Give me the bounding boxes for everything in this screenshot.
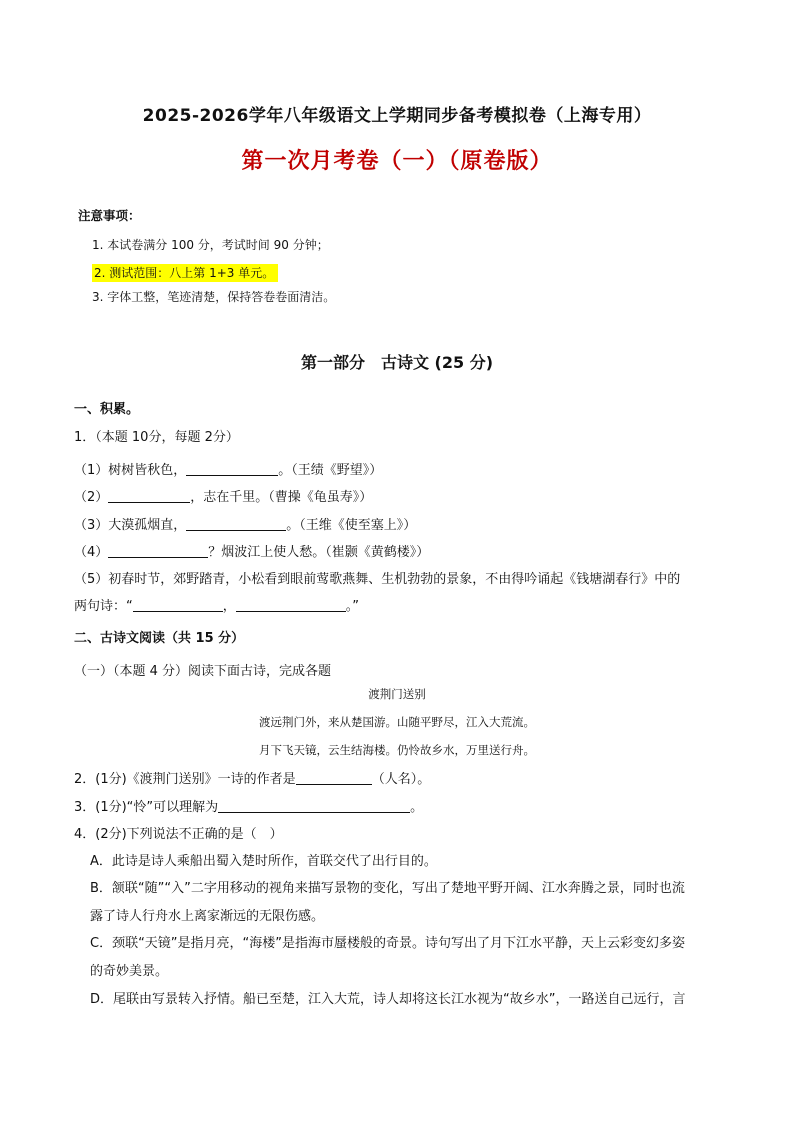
item-text: （1）树树皆秋色， — [74, 463, 187, 478]
option-c-line-1[interactable]: C．颈联“天镜”是指月亮，“海楼”是指海市蜃楼般的奇景。诗句写出了月下江水平静，天上云彩变幻多姿 — [90, 936, 686, 951]
item-text: ， — [222, 599, 236, 614]
notes-heading: 注意事项： — [78, 208, 141, 223]
item-text: 两句诗：“ — [74, 599, 133, 614]
section-title-1: 一、积累。 — [74, 402, 140, 417]
item-text: 。 — [410, 800, 424, 815]
subsection-1-title: （一）（本题 4 分）阅读下面古诗，完成各题 — [74, 664, 332, 679]
answer-blank[interactable] — [108, 544, 208, 558]
option-b-line-2: 露了诗人行舟水上离家渐远的无限伤感。 — [90, 909, 325, 924]
item-text: ，志在千里。（曹操《龟虽寿》） — [190, 490, 373, 505]
note-item-2 — [92, 264, 278, 281]
answer-blank[interactable] — [218, 799, 410, 813]
item-text: 。” — [345, 599, 360, 614]
option-d-line-1[interactable]: D．尾联由写景转入抒情。船已至楚，江入大荒，诗人却将这长江水视为“故乡水”，一路送自己远行，言 — [90, 992, 686, 1007]
question-1-item-5-line-2 — [74, 595, 359, 614]
section-title-2: 二、古诗文阅读（共 15 分） — [74, 631, 245, 646]
item-text: （2） — [74, 490, 109, 505]
question-4-stem: 4．(2分)下列说法不正确的是（ ） — [74, 827, 283, 842]
item-text: （4） — [74, 545, 109, 560]
question-1-item-1 — [74, 459, 382, 478]
poem-line-1: 渡远荆门外，来从楚国游。山随平野尽，江入大荒流。 — [259, 715, 535, 729]
poem-title: 渡荆门送别 — [368, 687, 426, 701]
question-3 — [74, 796, 423, 815]
part-title: 第一部分 古诗文 (25 分) — [300, 353, 494, 372]
note-highlight: 2. 测试范围：八上第 1+3 单元。 — [92, 264, 278, 282]
question-2 — [74, 768, 430, 787]
note-item-1: 1. 本试卷满分 100 分，考试时间 90 分钟； — [92, 238, 329, 252]
option-b-line-1[interactable]: B．颔联“随”“入”二字用移动的视角来描写景物的变化，写出了楚地平野开阔、江水奔腾之景，同时也流 — [90, 881, 685, 896]
question-1-stem: 1．（本题 10分，每题 2分） — [74, 430, 239, 445]
option-a[interactable]: A．此诗是诗人乘船出蜀入楚时所作，首联交代了出行目的。 — [90, 854, 437, 869]
item-text: ？烟波江上使人愁。（崔颢《黄鹤楼》） — [208, 545, 430, 560]
note-item-3: 3. 字体工整，笔迹清楚，保持答卷卷面清洁。 — [92, 290, 336, 304]
item-text: 2．(1分)《渡荆门送别》一诗的作者是 — [74, 772, 296, 787]
question-1-item-3 — [74, 514, 416, 533]
exam-title: 2025-2026学年八年级语文上学期同步备考模拟卷（上海专用） — [142, 106, 652, 126]
item-text: 。（王维《使至塞上》） — [286, 518, 417, 533]
poem-line-2: 月下飞天镜，云生结海楼。仍怜故乡水，万里送行舟。 — [259, 743, 535, 757]
item-text: 。（王绩《野望》） — [278, 463, 383, 478]
answer-blank[interactable] — [186, 517, 286, 531]
answer-blank[interactable] — [186, 462, 278, 476]
question-1-item-2 — [74, 486, 372, 505]
item-text: （人名）。 — [371, 772, 431, 787]
question-1-item-5-line-1: （5）初春时节，郊野踏青，小松看到眼前莺歌燕舞、生机勃勃的景象，不由得吟诵起《钱塘湖春行》中的 — [74, 572, 681, 587]
answer-blank[interactable] — [296, 771, 372, 785]
answer-blank[interactable] — [133, 598, 223, 612]
item-text: （3）大漠孤烟直， — [74, 518, 187, 533]
answer-blank[interactable] — [108, 489, 190, 503]
question-1-item-4 — [74, 541, 429, 560]
exam-subtitle: 第一次月考卷（一）（原卷版） — [241, 149, 553, 174]
item-text: 3．(1分)“怜”可以理解为 — [74, 800, 219, 815]
answer-blank[interactable] — [236, 598, 346, 612]
option-c-line-2: 的奇妙美景。 — [90, 964, 169, 979]
